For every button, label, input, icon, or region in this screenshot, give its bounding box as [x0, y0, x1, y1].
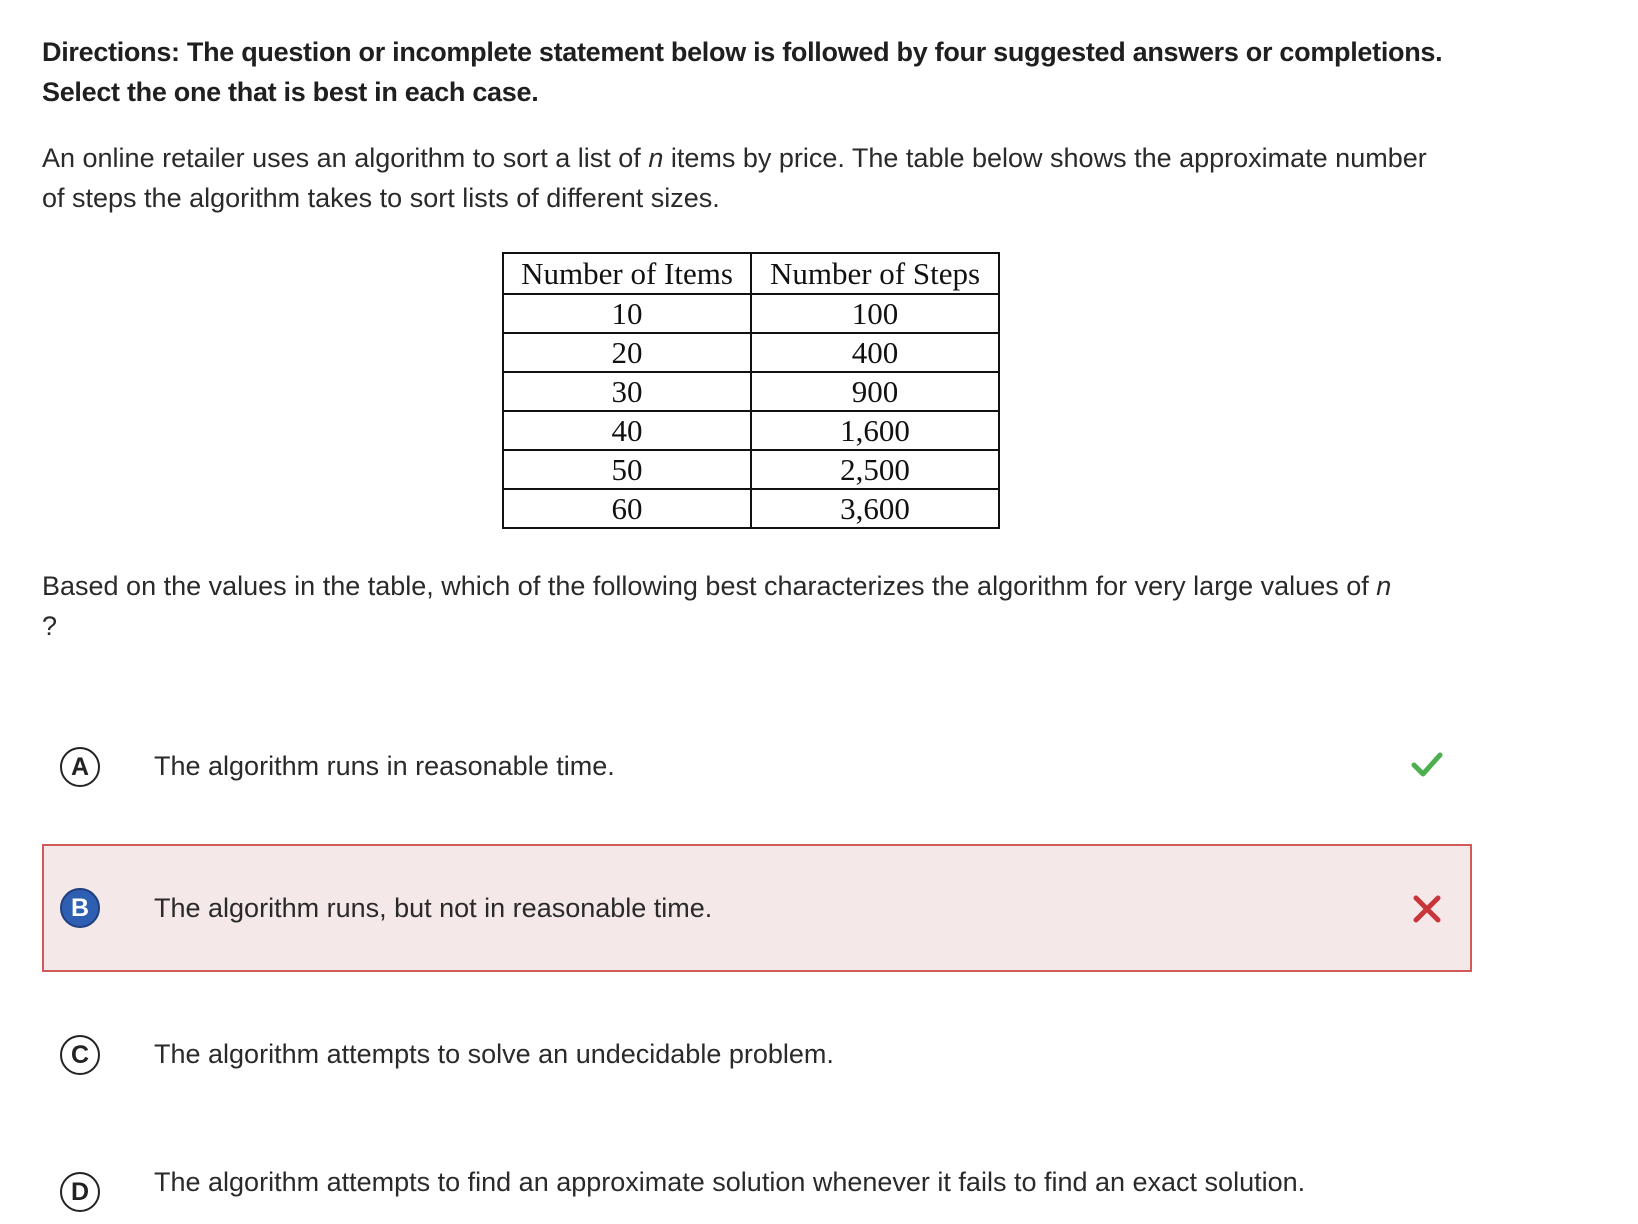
- table-cell-items: 10: [503, 294, 751, 333]
- table-row: [503, 450, 999, 489]
- table-cell-steps: 1,600: [751, 411, 999, 450]
- table-header-steps: Number of Steps: [751, 253, 999, 294]
- option-text-a[interactable]: The algorithm runs in reasonable time.: [154, 751, 615, 781]
- question-text-after: ?: [42, 611, 58, 641]
- table-row: [503, 333, 999, 372]
- option-text-c[interactable]: The algorithm attempts to solve an undecidable problem.: [154, 1039, 834, 1069]
- question-variable: n: [1376, 571, 1392, 601]
- answer-option-c[interactable]: [42, 1014, 1472, 1094]
- option-letter-d[interactable]: D: [60, 1172, 100, 1212]
- table-cell-steps: 100: [751, 294, 999, 333]
- table-header-items: Number of Items: [503, 253, 751, 294]
- question-prompt: [42, 566, 1462, 646]
- option-letter-a[interactable]: A: [60, 747, 100, 787]
- table-row: [503, 294, 999, 333]
- x-mark-icon: [1410, 892, 1444, 926]
- table-cell-items: 20: [503, 333, 751, 372]
- stem-text-after: items by price. The table below shows the approximate number of steps the algorithm takes to sort lists of different sizes.: [42, 143, 1427, 213]
- table-cell-steps: 2,500: [751, 450, 999, 489]
- table-row: [503, 489, 999, 528]
- table-cell-steps: 3,600: [751, 489, 999, 528]
- table-header-row: [503, 253, 999, 294]
- table-cell-steps: 900: [751, 372, 999, 411]
- answer-option-a[interactable]: [42, 726, 1472, 806]
- answer-option-d[interactable]: [42, 1148, 1472, 1224]
- stem-variable: n: [648, 143, 664, 173]
- question-stem: [42, 138, 1442, 218]
- option-letter-b[interactable]: B: [60, 888, 100, 928]
- data-table: [502, 252, 1000, 529]
- option-letter-c[interactable]: C: [60, 1035, 100, 1075]
- answer-option-b[interactable]: [42, 844, 1472, 972]
- table-cell-items: 30: [503, 372, 751, 411]
- table-cell-items: 60: [503, 489, 751, 528]
- stem-text-before: An online retailer uses an algorithm to sort a list of: [42, 143, 649, 173]
- table-row: [503, 411, 999, 450]
- table-row: [503, 372, 999, 411]
- directions-text: Directions: The question or incomplete statement below is followed by four suggested answers or completions. Select the one that is best in each case.: [42, 37, 1443, 107]
- table-cell-items: 50: [503, 450, 751, 489]
- checkmark-icon: [1410, 748, 1444, 782]
- table-cell-steps: 400: [751, 333, 999, 372]
- option-text-d[interactable]: The algorithm attempts to find an approximate solution whenever it fails to find an exact solution.: [154, 1167, 1306, 1197]
- option-text-b[interactable]: The algorithm runs, but not in reasonable time.: [154, 893, 713, 923]
- table-cell-items: 40: [503, 411, 751, 450]
- question-text-before: Based on the values in the table, which of the following best characterizes the algorithm for very large values of: [42, 571, 1377, 601]
